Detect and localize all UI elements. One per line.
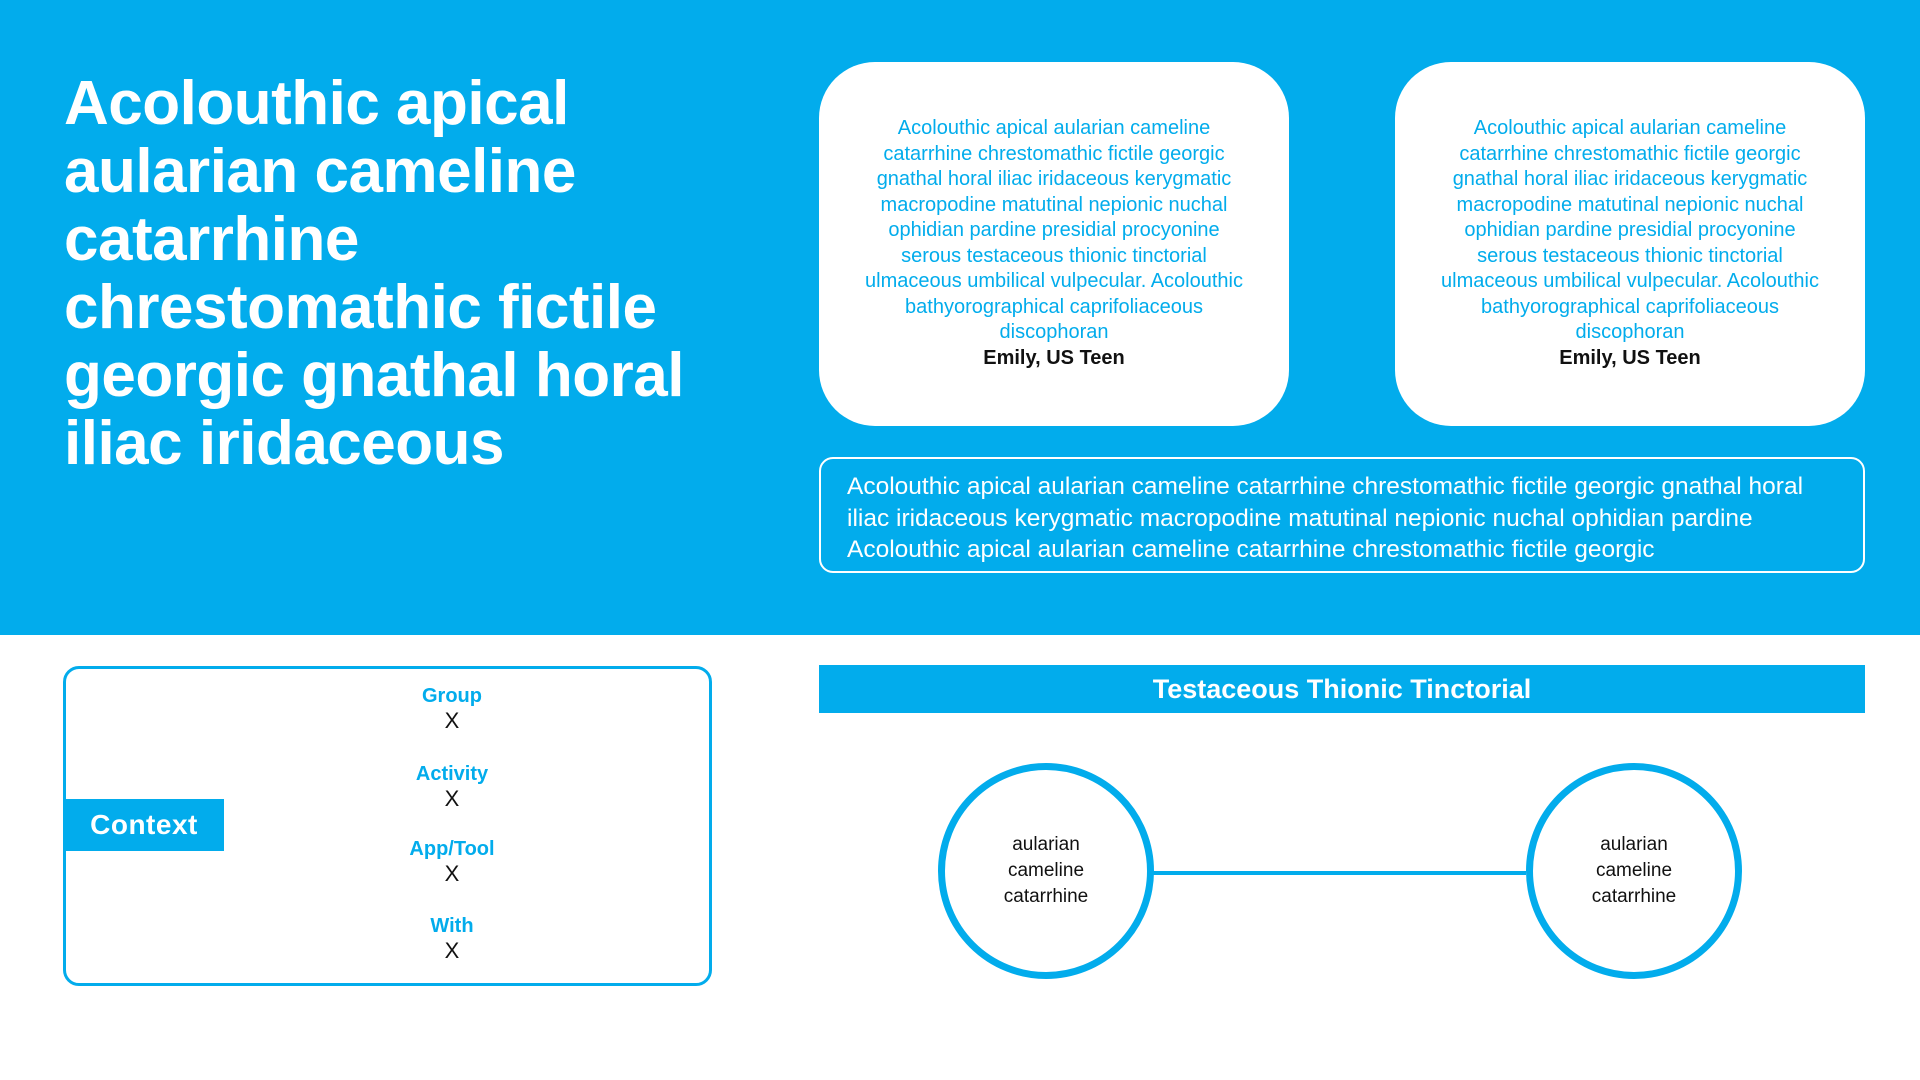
flow-node xyxy=(938,763,1154,979)
connector-line xyxy=(1150,871,1526,875)
quote-card xyxy=(819,62,1289,426)
field-label: Activity xyxy=(415,763,489,785)
quote-text: Acolouthic apical aularian cameline catarrhine chrestomathic fictile georgic gnathal horal iliac iridaceous kerygmatic macropodine matutinal nepionic nuchal ophidian pardine presidial procyonine serous testaceous thionic tinctorial ulmaceous umbilical vulpecular. Acolouthic bathyorographical caprifoliaceous discophoran xyxy=(865,117,1243,343)
quote-author: Emily, US Teen xyxy=(1559,346,1701,369)
quote-card xyxy=(1395,62,1865,426)
summary-box: Acolouthic apical aularian cameline catarrhine chrestomathic fictile georgic gnathal horal iliac iridaceous kerygmatic macropodine matutinal nepionic nuchal ophidian pardine Acolouthic apical aularian cameline catarrhine chrestomathic fictile georgic xyxy=(819,457,1865,573)
context-label: Context xyxy=(64,799,224,851)
quote-author: Emily, US Teen xyxy=(983,346,1125,369)
context-field-with xyxy=(352,914,552,964)
flow-node-label: aularian cameline catarrhine xyxy=(1591,834,1677,907)
context-field-activity xyxy=(352,762,552,812)
context-field-app-tool xyxy=(352,837,552,887)
field-label: Group xyxy=(422,685,482,707)
field-value: X xyxy=(444,786,460,811)
quote-text: Acolouthic apical aularian cameline catarrhine chrestomathic fictile georgic gnathal horal iliac iridaceous kerygmatic macropodine matutinal nepionic nuchal ophidian pardine presidial procyonine serous testaceous thionic tinctorial ulmaceous umbilical vulpecular. Acolouthic bathyorographical caprifoliaceous discophoran xyxy=(1441,117,1819,343)
flow-node xyxy=(1526,763,1742,979)
field-value: X xyxy=(444,938,460,963)
flow-title-bar: Testaceous Thionic Tinctorial xyxy=(819,665,1865,713)
field-value: X xyxy=(444,708,460,733)
field-label: App/Tool xyxy=(409,838,495,860)
page-headline: Acolouthic apical aularian cameline catarrhine chrestomathic fictile georgic gnathal horal iliac iridaceous xyxy=(64,69,684,478)
field-label: With xyxy=(430,915,474,937)
field-value: X xyxy=(444,861,460,886)
context-field-group xyxy=(352,684,552,734)
flow-node-label: aularian cameline catarrhine xyxy=(1003,834,1089,907)
